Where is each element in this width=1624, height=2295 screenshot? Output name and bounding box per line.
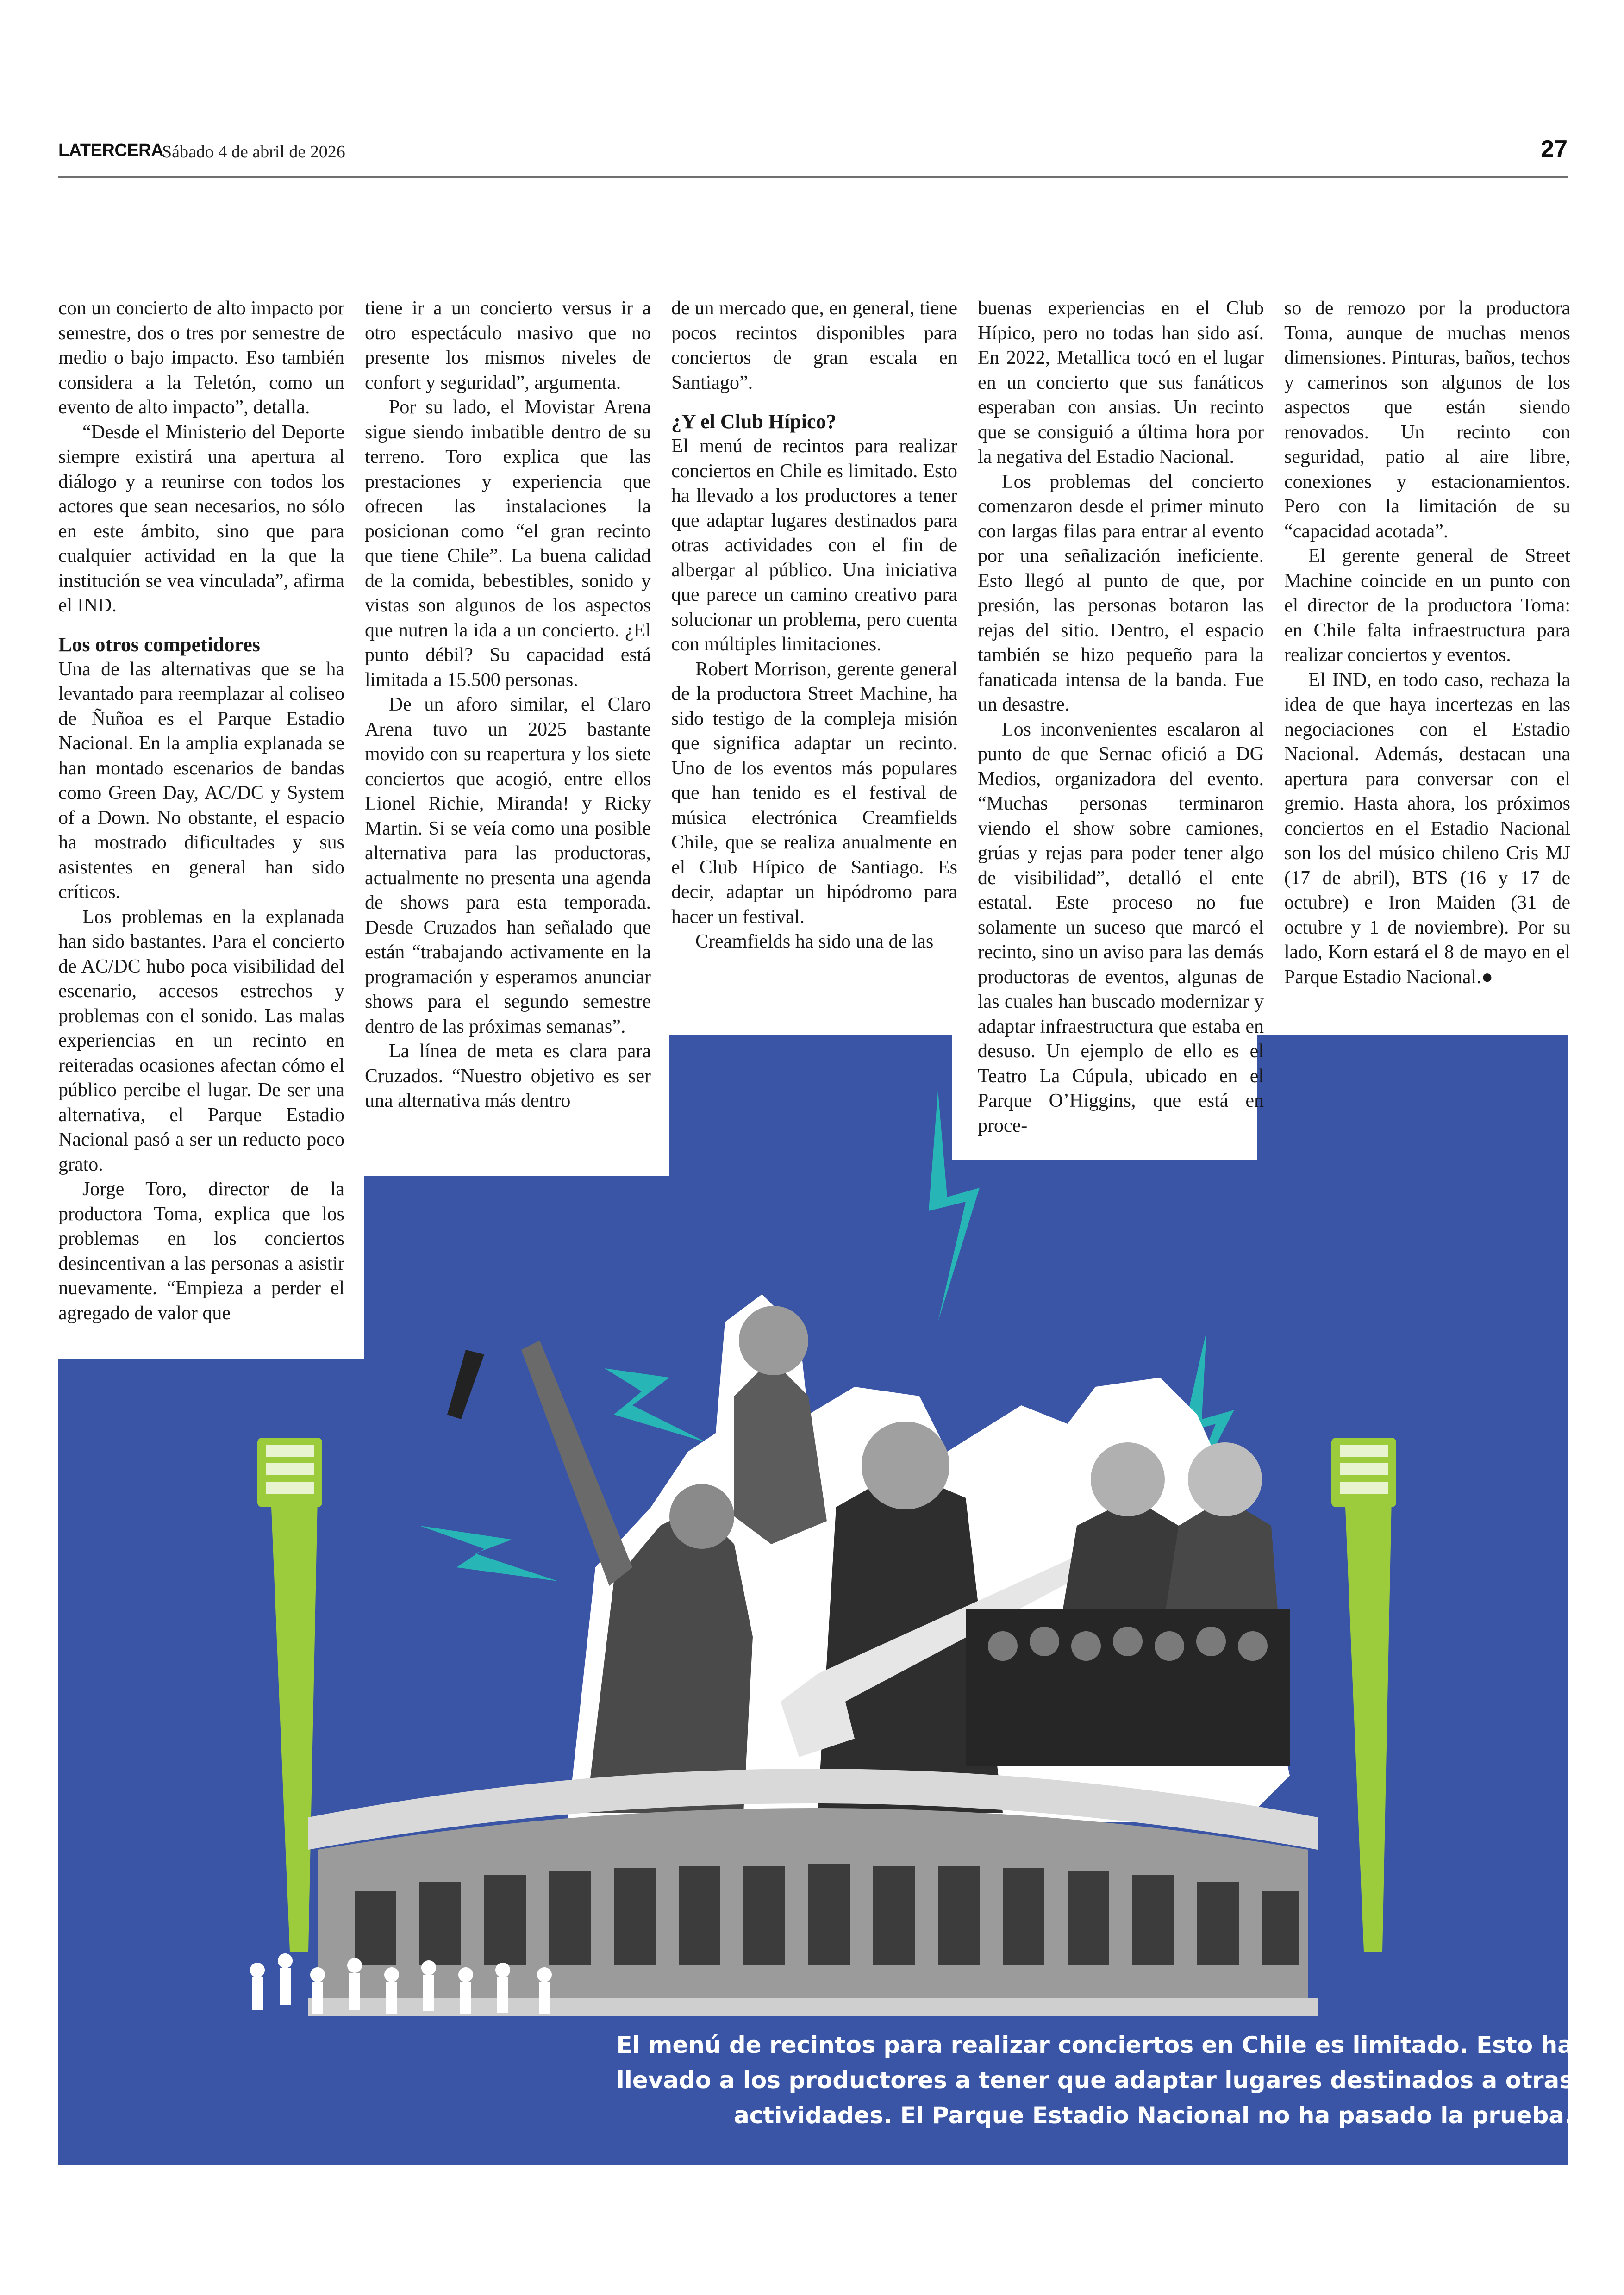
section-subheading: Los otros competidores (58, 633, 260, 656)
article-paragraph: buenas experiencias en el Club Hípico, pero no todas han sido así. En 2022, Metallica tocó en el lugar en un concierto que sus fanáticos esperaban con ansias. Un recinto que se consiguió a última hora por la negativa del Estadio Nacional. (978, 298, 1264, 468)
article-paragraph: Robert Morrison, gerente general de la productora Street Machine, ha sido testigo de la compleja misión que significa adaptar un recinto. Uno de los eventos más populares que han tenido es el festival de música electrónica Creamfields Chile, que se realiza anualmente en el Club Hípico de Santiago. Es decir, adaptar un hipódromo para hacer un festival. (671, 658, 957, 928)
page-number: 27 (1541, 136, 1568, 162)
article-column-2 (365, 296, 651, 1114)
stadium-base (308, 1998, 1318, 2016)
guitarist-head (862, 1422, 949, 1509)
article-paragraph: Los problemas en la explanada han sido bastantes. Para el concierto de AC/DC hubo poca visibilidad del escenario, accesos estrechos y problemas con el sonido. Las malas experiencias en un recinto en reiteradas ocasiones afectan cómo el público percibe el lugar. De ser una alternativa, el Parque Estadio Nacional pasó a ser un reducto poco grato. (58, 906, 344, 1175)
article-column-3 (671, 296, 957, 954)
article-paragraph: Los inconvenientes escalaron al punto de que Sernac ofició a DG Medios, organizadora del evento. “Muchas personas terminaron viendo el show sobre camiones, grúas y rejas para poder tener algo de visibilidad”, detalló el ente estatal. Este proceso no fue solamente un suceso que marcó el recinto, sino un aviso para las demás productoras de eventos, algunas de las cuales han buscado modernizar y adaptar infraestructura que estaba en desuso. Un ejemplo de ello es el Teatro La Cúpula, ubicado en el Parque O’Higgins, que está en proce- (978, 718, 1264, 1136)
article-paragraph: El IND, en todo caso, rechaza la idea de que haya incertezas en las negociaciones con el Estadio Nacional. Además, destacan una apertura para conversar con el gremio. Hasta ahora, los próximos conciertos en el Estadio Nacional son los del músico chileno Cris MJ (17 de abril), BTS (16 y 17 de octubre) e Iron Maiden (31 de octubre y 1 de noviembre). Por su lado, Korn estará el 8 de mayo en el Parque Estadio Nacional.● (1284, 669, 1570, 988)
article-paragraph: De un aforo similar, el Claro Arena tuvo un 2025 bastante movido con su reapertura y los siete conciertos que acogió, entre ellos Lionel Richie, Miranda! y Ricky Martin. Si se veía como una posible alternativa para las productoras, actualmente no presenta una agenda de shows para esta temporada. Desde Cruzados han señalado que están “trabajando activamente en la programación y esperamos anunciar shows para el segundo semestre dentro de las próximas semanas”. (365, 694, 651, 1037)
article-column-1 (58, 296, 344, 1326)
article-paragraph: La línea de meta es clara para Cruzados. “Nuestro objetivo es ser una alternativa más dentro (365, 1041, 651, 1111)
article-paragraph: El menú de recintos para realizar conciertos en Chile es limitado. Esto ha llevado a los productores a tener que adaptar lugares destinados para otras actividades con el fin de albergar al público. Una iniciativa que parece un camino creativo para solucionar un problema, pero cuenta con múltiples limitaciones. (671, 436, 957, 655)
illustration-caption: El menú de recintos para realizar conciertos en Chile es limitado. Esto ha llevado a los productores a tener que adaptar lugares destinados a otras actividades. El Parque Estadio Nacional no ha pasado la prueba. (616, 2032, 1573, 2129)
keyboardist-head (1188, 1442, 1262, 1516)
article-column-4 (978, 296, 1264, 1138)
pop-singer-head (739, 1306, 808, 1375)
article-paragraph: con un concierto de alto impacto por semestre, dos o tres por semestre de medio o bajo impacto. Eso también considera a la Teletón, como un evento de alto impacto”, detalla. (58, 298, 344, 418)
article-paragraph: de un mercado que, en general, tiene pocos recintos disponibles para conciertos de gran escala en Santiago”. (671, 298, 957, 393)
article-paragraph: Jorge Toro, director de la productora Toma, explica que los problemas en los conciertos desincentivan a las personas a asistir nuevamente. “Empieza a perder el agregado de valor que (58, 1179, 344, 1324)
article-paragraph: tiene ir a un concierto versus ir a otro espectáculo masivo que no presente los mismos niveles de confort y seguridad”, argumenta. (365, 298, 651, 393)
article-paragraph: El gerente general de Street Machine coincide en un punto con el director de la productora Toma: en Chile falta infraestructura para realizar conciertos y eventos. (1284, 545, 1570, 666)
issue-date: Sábado 4 de abril de 2026 (162, 142, 345, 162)
singer-head (669, 1484, 734, 1549)
bassist-head (1091, 1442, 1165, 1516)
article-paragraph: Una de las alternativas que se ha levantado para reemplazar al coliseo de Ñuñoa es el Parque Estadio Nacional. En la amplia explanada se han montado escenarios de bandas como Green Day, AC/DC y System of a Down. No obstante, el espacio ha mostrado dificultades y sus asistentes en general han sido críticos. (58, 658, 344, 903)
page-header (58, 137, 1568, 178)
masthead-logo: LATERCERA (58, 141, 164, 160)
article-paragraph: Los problemas del concierto comenzaron desde el primer minuto con largas filas para entrar al evento por una señalización ineficiente. Esto llegó al punto de que, por presión, las personas botaron las rejas del sitio. Dentro, el espacio también se hizo pequeño para la fanaticada intensa de la banda. Fue un desastre. (978, 471, 1264, 715)
article-paragraph: so de remozo por la productora Toma, aunque de muchas menos dimensiones. Pinturas, baños, techos y camerinos son algunos de los aspectos que están siendo renovados. Un recinto con seguridad, patio al aire libre, conexiones y estacionamientos. Pero con la limitación de su “capacidad acotada”. (1284, 298, 1570, 542)
article-paragraph: “Desde el Ministerio del Deporte siempre existirá una apertura al diálogo y a reunirse con todos los actores que sean necesarios, no sólo en este ámbito, sino que para cualquier actividad en la que la institución se vea vinculada”, afirma el IND. (58, 421, 344, 616)
article-column-5 (1284, 296, 1570, 990)
section-subheading: ¿Y el Club Hípico? (671, 410, 837, 433)
article-paragraph: Por su lado, el Movistar Arena sigue siendo imbatible dentro de su terreno. Toro explica que las prestaciones y experiencia que ofrecen las instalaciones la posicionan como “el gran recinto que tiene Chile”. La buena calidad de la comida, bebestibles, sonido y vistas son algunos de los aspectos que nutren la ida a un concierto. ¿El punto débil? Su capacidad está limitada a 15.500 personas. (365, 397, 651, 691)
article-paragraph: Creamfields ha sido una de las (695, 931, 934, 952)
stadium-windows (355, 1864, 1299, 1965)
